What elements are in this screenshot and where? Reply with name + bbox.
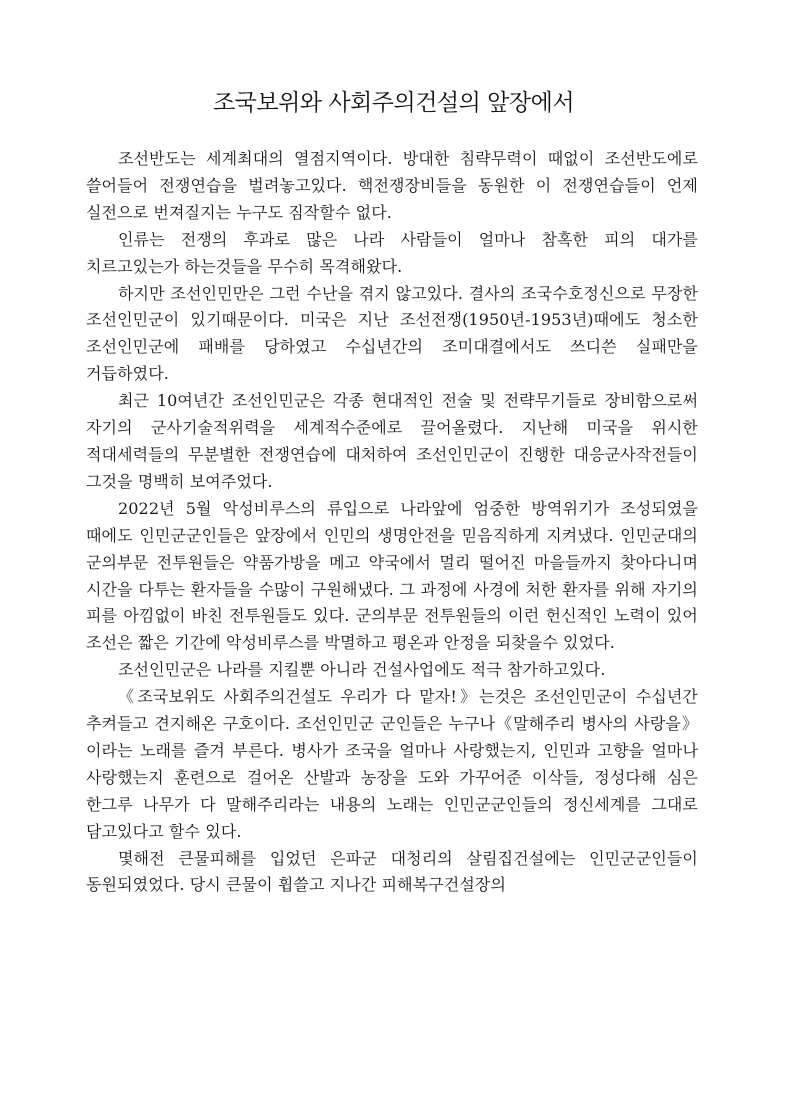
paragraph: 조선인민군은 나라를 지킬뿐 아니라 건설사업에도 적극 참가하고있다. — [118, 660, 606, 680]
paragraph: 2022년 5월 악성비루스의 류입으로 나라앞에 엄중한 방역위기가 조성되였을 때에도 인민군군인들은 앞장에서 인민의 생명안전을 믿음직하게 지켜냈다. 인민군대의 군의부문 전투원들은 약품가방을 메고 약국에서 멀리 떨어진 마을들까지 찾아다니며 시간을 다투는 환자들을 수많이 구원해냈다. 그 과정에 사경에 처한 환자를 위해 자기의 피를 아낌없이 바친 전투원들도 있다. 군의부문 전투원들의 이런 헌신적인 노력이 있어 조선은 짧은 기간에 악성비루스를 박멸하고 평온과 안정을 되찾을수 있었다. — [86, 498, 698, 653]
paragraph: 《조국보위도 사회주의건설도 우리가 다 맡자!》는것은 조선인민군이 수십년간 추켜들고 견지해온 구호이다. 조선인민군 군인들은 누구나《말해주리 병사의 사랑을》이라는 노래를 즐겨 부른다. 병사가 조국을 얼마나 사랑했는지, 인민과 고향을 얼마나 사랑했는지 훈련으로 걸어온 산발과 농장을 도와 가꾸어준 이삭들, 정성다해 심은 한그루 나무가 다 말해주리라는 내용의 노래는 인민군군인들의 정신세계를 그대로 담고있다고 할수 있다. — [86, 687, 698, 841]
paragraph: 인류는 전쟁의 후과로 많은 나라 사람들이 얼마나 참혹한 피의 대가를 치르고있는가 하는것들을 무수히 목격해왔다. — [86, 229, 698, 276]
paragraph: 하지만 조선인민만은 그런 수난을 겪지 않고있다. 결사의 조국수호정신으로 무장한 조선인민군이 있기때문이다. 미국은 지난 조선전쟁(1950년-1953년)때에도 청소한 조선인민군에 패배를 당하였고 수십년간의 조미대결에서도 쓰디쓴 실패만을 거듭하였다. — [86, 283, 698, 384]
paragraph: 최근 10여년간 조선인민군은 각종 현대적인 전술 및 전략무기들로 장비함으로써 자기의 군사기술적위력을 세계적수준에로 끌어올렸다. 지난해 미국을 위시한 적대세력들의 무분별한 전쟁연습에 대처하여 조선인민군이 진행한 대응군사작전들이 그것을 명백히 보여주었다. — [86, 391, 698, 491]
document-title: 조국보위와 사회주의건설의 앞장에서 — [212, 90, 575, 116]
document-body — [86, 146, 698, 899]
paragraph: 조선반도는 세계최대의 열점지역이다. 방대한 침략무력이 때없이 조선반도에로 쓸어들어 전쟁연습을 벌려놓고있다. 핵전쟁장비들을 동원한 이 전쟁연습들이 언제 실전으로 번져질지는 누구도 짐작할수 없다. — [86, 149, 698, 222]
paragraph: 몇해전 큰물피해를 입었던 은파군 대청리의 살림집건설에는 인민군군인들이 동원되였었다. 당시 큰물이 휩쓸고 지나간 피해복구건설장의 — [86, 848, 698, 895]
